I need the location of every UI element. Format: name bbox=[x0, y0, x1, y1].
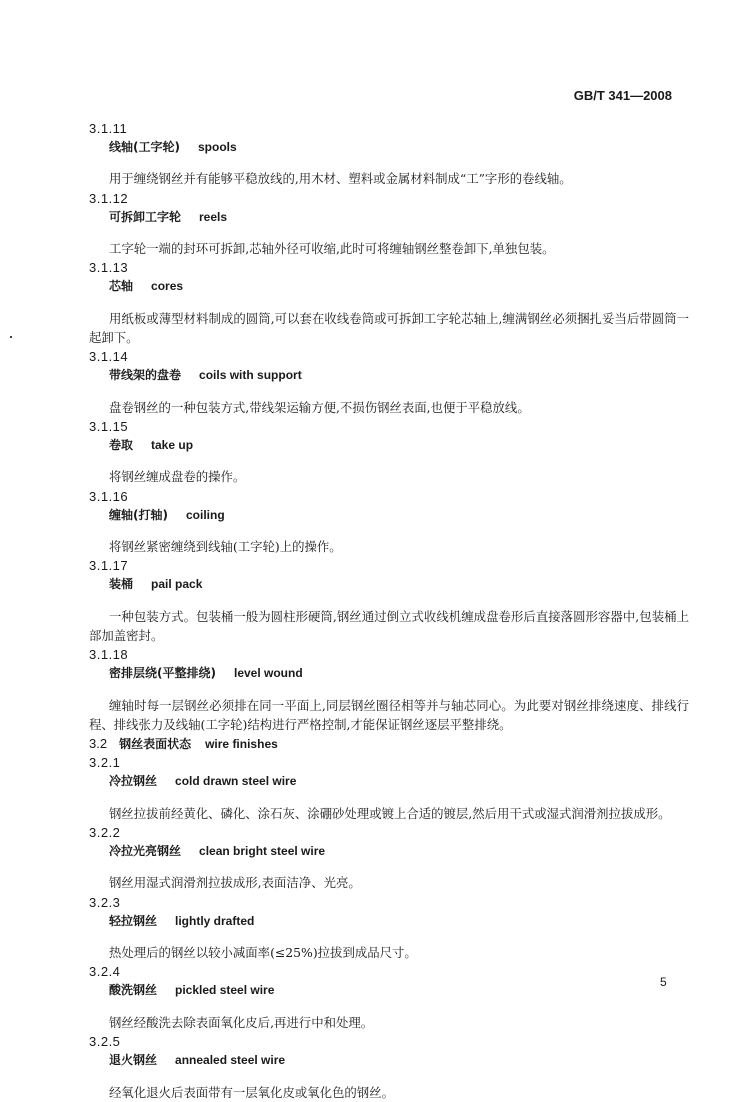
clause-number: 3.2.4 bbox=[89, 964, 121, 980]
term-entry bbox=[89, 1032, 689, 1102]
term-en: spools bbox=[197, 140, 237, 154]
term-cn: 卷取 bbox=[109, 438, 134, 453]
term-heading bbox=[89, 664, 689, 683]
term-en: reels bbox=[199, 209, 228, 224]
clause-number: 3.2.3 bbox=[89, 894, 121, 910]
term-definition: 盘卷钢丝的一种包装方式,带线架运输方便,不损伤钢丝表面,也便于平稳放线。 bbox=[109, 399, 530, 415]
term-entry bbox=[89, 645, 689, 734]
clause-number: 3.1.15 bbox=[89, 419, 129, 435]
term-entry bbox=[89, 823, 689, 893]
term-heading bbox=[89, 436, 689, 455]
standard-code: GB/T 341—2008 bbox=[573, 88, 672, 103]
term-cn: 线轴(工字轮) bbox=[109, 140, 180, 154]
clause-number: 3.1.14 bbox=[89, 349, 129, 365]
term-en: coiling bbox=[185, 507, 225, 522]
term-heading bbox=[89, 138, 689, 157]
term-definition: 钢丝拉拔前经黄化、磷化、涂石灰、涂硼砂处理或镀上合适的镀层,然后用干式或湿式润滑剂拉拔成形。 bbox=[109, 805, 671, 821]
term-entry bbox=[89, 417, 689, 487]
term-cn: 密排层绕(平整排绕) bbox=[109, 666, 216, 681]
term-entry bbox=[89, 556, 689, 645]
term-cn: 轻拉钢丝 bbox=[109, 913, 158, 928]
term-cn: 芯轴 bbox=[109, 279, 134, 294]
page-number: 5 bbox=[660, 975, 667, 989]
term-heading bbox=[89, 575, 689, 594]
clause-number: 3.2.2 bbox=[89, 825, 121, 841]
term-en: pickled steel wire bbox=[175, 983, 275, 998]
term-en: annealed steel wire bbox=[175, 1053, 286, 1068]
term-definition: 钢丝用湿式润滑剂拉拔成形,表面洁净、光亮。 bbox=[109, 875, 361, 891]
clause-number: 3.1.12 bbox=[89, 190, 129, 206]
term-entry bbox=[89, 753, 689, 823]
term-entry bbox=[89, 893, 689, 963]
term-definition: 钢丝经酸洗去除表面氧化皮后,再进行中和处理。 bbox=[109, 1014, 374, 1030]
term-en: lightly drafted bbox=[175, 913, 255, 928]
term-entry bbox=[89, 258, 689, 347]
term-en: level wound bbox=[233, 666, 303, 681]
term-entry bbox=[89, 962, 689, 1032]
term-cn: 带线架的盘卷 bbox=[109, 368, 182, 383]
term-heading bbox=[89, 366, 689, 385]
term-heading bbox=[89, 208, 689, 227]
term-cn: 退火钢丝 bbox=[109, 1053, 158, 1068]
term-definition: 一种包装方式。包装桶一般为圆柱形硬筒,钢丝通过倒立式收线机缠成盘卷形后直接落圆形容器中,包装桶上部加盖密封。 bbox=[89, 608, 689, 644]
term-heading bbox=[89, 506, 689, 525]
clause-number: 3.1.17 bbox=[89, 558, 129, 574]
clause-number: 3.1.16 bbox=[89, 488, 129, 504]
term-heading bbox=[89, 842, 689, 861]
term-cn: 装桶 bbox=[109, 577, 134, 592]
term-definition: 工字轮一端的封环可拆卸,芯轴外径可收缩,此时可将缠轴钢丝整卷卸下,单独包装。 bbox=[109, 241, 555, 257]
clause-number: 3.2.5 bbox=[89, 1034, 121, 1050]
term-entry bbox=[89, 119, 689, 189]
term-definition: 经氧化退火后表面带有一层氧化皮或氧化色的钢丝。 bbox=[109, 1084, 394, 1100]
term-definition: 用纸板或薄型材料制成的圆筒,可以套在收线卷筒或可拆卸工字轮芯轴上,缠满钢丝必须捆扎妥当后带圆筒一起卸下。 bbox=[89, 310, 689, 346]
clause-number: 3.1.13 bbox=[89, 260, 129, 276]
term-cn: 缠轴(打轴) bbox=[109, 507, 168, 522]
term-definition: 将钢丝紧密缠绕到线轴(工字轮)上的操作。 bbox=[109, 539, 342, 555]
term-definition: 热处理后的钢丝以较小减面率(≤25%)拉拔到成品尺寸。 bbox=[109, 945, 417, 961]
margin-mark bbox=[10, 336, 12, 338]
term-heading bbox=[89, 912, 689, 931]
clause-number: 3.1.11 bbox=[89, 121, 128, 136]
clause-number: 3.2.1 bbox=[89, 755, 121, 771]
term-cn: 酸洗钢丝 bbox=[109, 983, 158, 998]
term-entry bbox=[89, 189, 689, 259]
section-title-cn: 钢丝表面状态 bbox=[119, 737, 192, 752]
term-en: cores bbox=[151, 279, 184, 294]
section-title-en: wire finishes bbox=[205, 737, 278, 752]
term-definition: 用于缠绕钢丝并有能够平稳放线的,用木材、塑料或金属材料制成“工”字形的卷线轴。 bbox=[109, 171, 572, 187]
term-heading bbox=[89, 277, 689, 296]
document-body bbox=[89, 119, 689, 1102]
term-cn: 冷拉光亮钢丝 bbox=[109, 844, 182, 859]
term-cn: 冷拉钢丝 bbox=[109, 774, 158, 789]
clause-number: 3.1.18 bbox=[89, 647, 129, 663]
term-entry bbox=[89, 347, 689, 417]
term-definition: 缠轴时每一层钢丝必须排在同一平面上,同层钢丝圈径相等并与轴芯同心。为此要对钢丝排绕速度、排线行程、排线张力及线轴(工字轮)结构进行严格控制,才能保证钢丝逐层平整排绕。 bbox=[89, 697, 689, 733]
term-definition: 将钢丝缠成盘卷的操作。 bbox=[109, 469, 246, 485]
term-en: take up bbox=[151, 438, 194, 453]
term-heading bbox=[89, 1051, 689, 1070]
term-en: clean bright steel wire bbox=[199, 844, 326, 859]
term-entry bbox=[89, 487, 689, 557]
term-cn: 可拆卸工字轮 bbox=[109, 209, 182, 224]
term-heading bbox=[89, 981, 689, 1000]
section-heading bbox=[89, 734, 689, 753]
term-heading bbox=[89, 772, 689, 791]
term-en: coils with support bbox=[199, 368, 302, 383]
term-en: cold drawn steel wire bbox=[175, 774, 297, 789]
section-number: 3.2 bbox=[89, 736, 108, 752]
term-en: pail pack bbox=[151, 577, 203, 592]
